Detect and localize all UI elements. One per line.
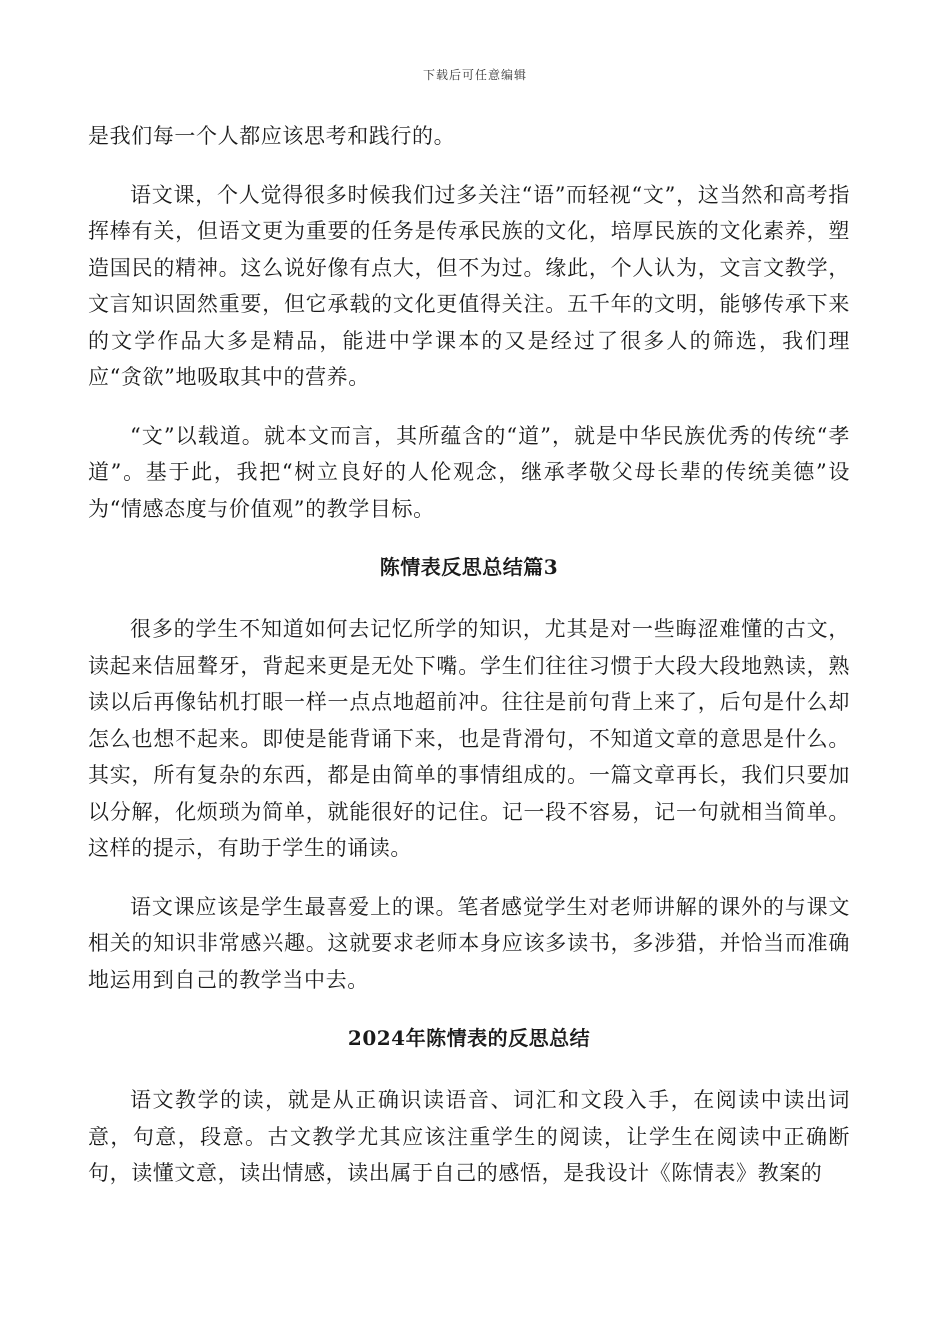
paragraph-2: 语文课，个人觉得很多时候我们过多关注“语”而轻视“文”，这当然和高考指挥棒有关，但语文更为重要的任务是传承民族的文化，培厚民族的文化素养，塑造国民的精神。这么说好像有点大，但不为过。缘此，个人认为，文言文教学，文言知识固然重要，但它承载的文化更值得关注。五千年的文明，能够传承下来的文学作品大多是精品，能进中学课本的又是经过了很多人的筛选，我们理应“贪欲”地吸取其中的营养。 [88,182,850,389]
paragraph-3: “文”以载道。就本文而言，其所蕴含的“道”，就是中华民族优秀的传统“孝道”。基于此，我把“树立良好的人伦观念，继承孝敬父母长辈的传统美德”设为“情感态度与价值观”的教学目标。 [88,423,850,521]
page-header-note: 下载后可任意编辑 [422,68,527,82]
section-heading-2: 2024年陈情表的反思总结 [347,1026,591,1050]
paragraph-5: 语文课应该是学生最喜爱上的课。笔者感觉学生对老师讲解的课外的与课文相关的知识非常感兴趣。这就要求老师本身应该多读书，多涉猎，并恰当而准确地运用到自己的教学当中去。 [88,894,850,992]
section-heading-1: 陈情表反思总结篇3 [379,555,559,579]
paragraph-4: 很多的学生不知道如何去记忆所学的知识，尤其是对一些晦涩难懂的古文，读起来佶屈聱牙，背起来更是无处下嘴。学生们往往习惯于大段大段地熟读，熟读以后再像钻机打眼一样一点点地超前冲。往往是前句背上来了，后句是什么却怎么也想不起来。即使是能背诵下来，也是背滑句，不知道文章的意思是什么。其实，所有复杂的东西，都是由简单的事情组成的。一篇文章再长，我们只要加以分解，化烦琐为简单，就能很好的记住。记一段不容易，记一句就相当简单。这样的提示，有助于学生的诵读。 [88,617,850,860]
paragraph-1: 是我们每一个人都应该思考和践行的。 [88,124,456,148]
document-body [88,118,850,1214]
paragraph-6: 语文教学的读，就是从正确识读语音、词汇和文段入手，在阅读中读出词意，句意，段意。古文教学尤其应该注重学生的阅读，让学生在阅读中正确断句，读懂文意，读出情感，读出属于自己的感悟，是我设计《陈情表》教案的 [88,1088,850,1185]
